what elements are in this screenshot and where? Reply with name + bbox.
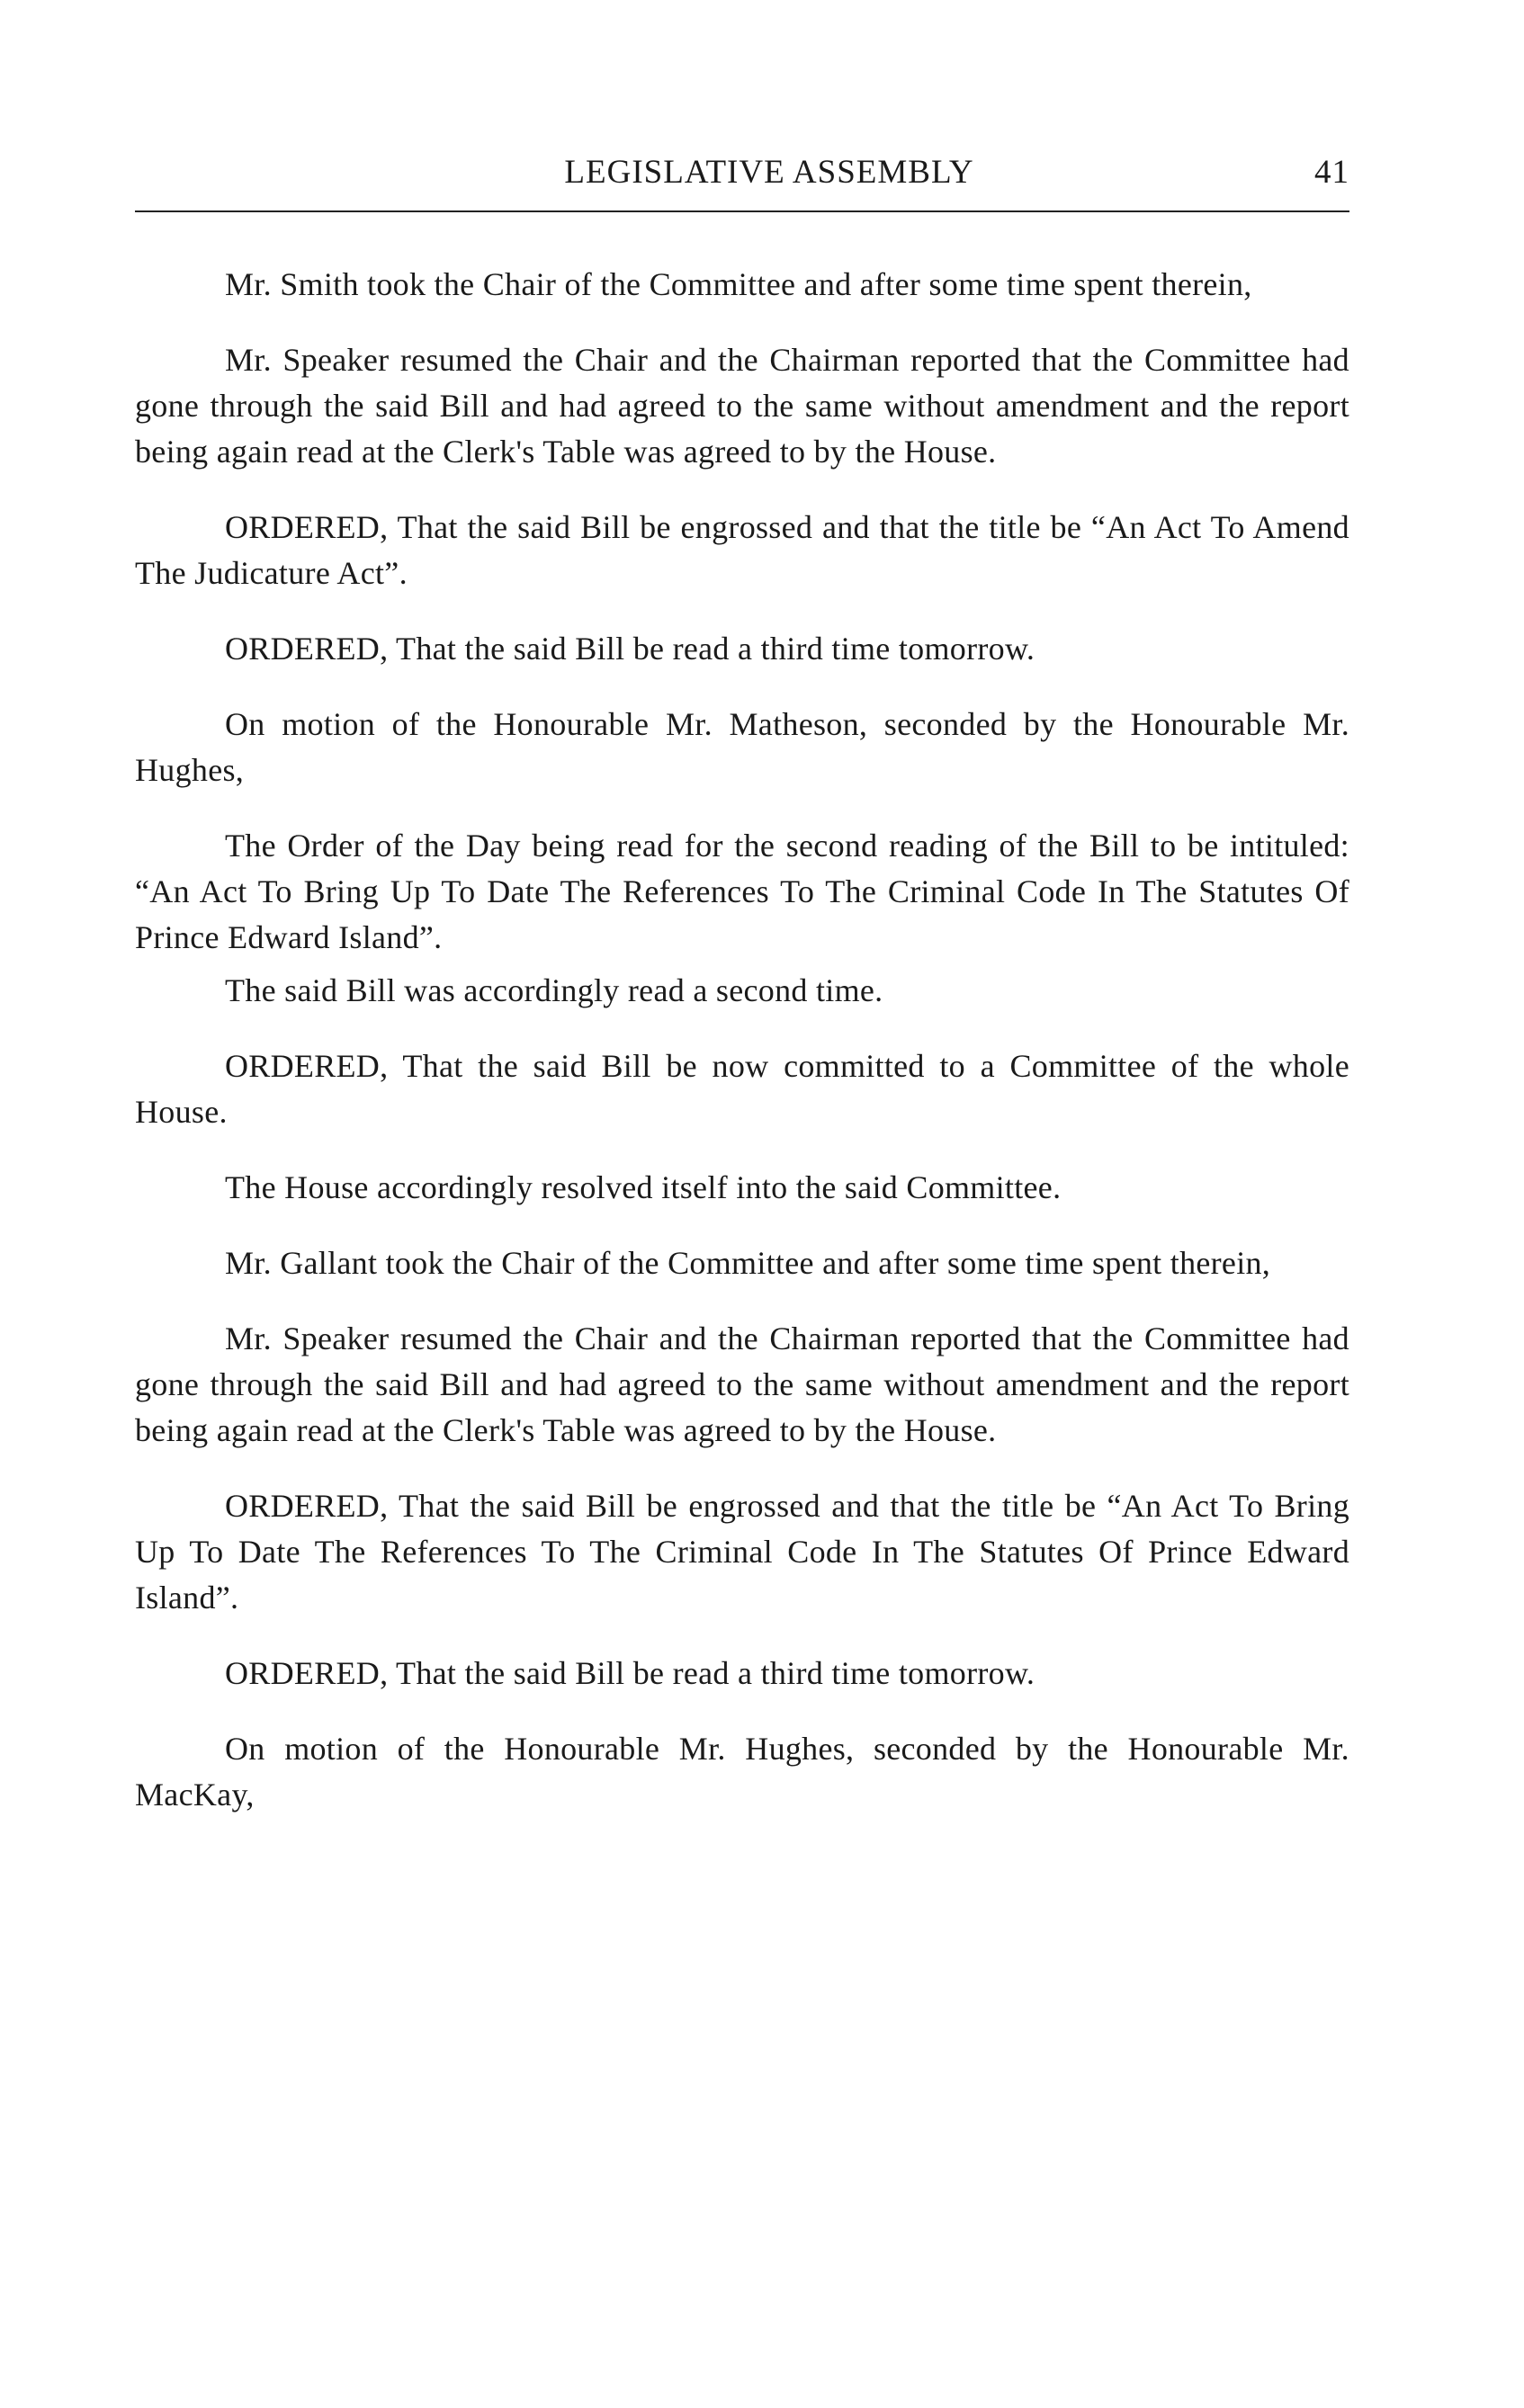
paragraph-second-reading: The said Bill was accordingly read a second time. (225, 972, 883, 1008)
paragraph-order-of-the-day: The Order of the Day being read for the second reading of the Bill to be intituled: “An Act To Bring Up To Date The References To The Criminal Code In The Statutes Of Prince Edward Island”. (135, 828, 1349, 955)
paragraph-house-resolved: The House accordingly resolved itself into the said Committee. (225, 1169, 1062, 1205)
paragraph-ordered-third-reading-1: ORDERED, That the said Bill be read a third time tomorrow. (225, 631, 1035, 667)
paragraph-motion-matheson: On motion of the Honourable Mr. Matheson, seconded by the Honourable Mr. Hughes, (135, 706, 1349, 788)
paragraph-gallant-chair: Mr. Gallant took the Chair of the Committee and after some time spent therein, (225, 1245, 1271, 1281)
paragraph-ordered-engrossed-1: ORDERED, That the said Bill be engrossed and that the title be “An Act To Amend The Judicature Act”. (135, 509, 1349, 591)
paragraph-ordered-engrossed-2: ORDERED, That the said Bill be engrossed and that the title be “An Act To Bring Up To Date The References To The Criminal Code In The Statutes Of Prince Edward Island”. (135, 1488, 1349, 1616)
paragraph-speaker-resumed-1: Mr. Speaker resumed the Chair and the Chairman reported that the Committee had gone through the said Bill and had agreed to the same without amendment and the report being again read at the Clerk's Table was agreed to by the House. (135, 342, 1349, 470)
paragraph-speaker-resumed-2: Mr. Speaker resumed the Chair and the Chairman reported that the Committee had gone through the said Bill and had agreed to the same without amendment and the report being again read at the Clerk's Table was agreed to by the House. (135, 1320, 1349, 1448)
body-text (135, 262, 1349, 1818)
running-head (135, 135, 1349, 198)
page-number: 41 (1314, 154, 1349, 191)
page (135, 135, 1349, 1848)
paragraph-ordered-committed: ORDERED, That the said Bill be now committed to a Committee of the whole House. (135, 1048, 1349, 1130)
paragraph-ordered-third-reading-2: ORDERED, That the said Bill be read a third time tomorrow. (225, 1655, 1035, 1691)
paragraph-smith-chair: Mr. Smith took the Chair of the Committee and after some time spent therein, (225, 266, 1252, 302)
paragraph-motion-hughes: On motion of the Honourable Mr. Hughes, seconded by the Honourable Mr. MacKay, (135, 1731, 1349, 1813)
running-head-title: LEGISLATIVE ASSEMBLY (564, 154, 974, 191)
header-rule (135, 210, 1349, 212)
